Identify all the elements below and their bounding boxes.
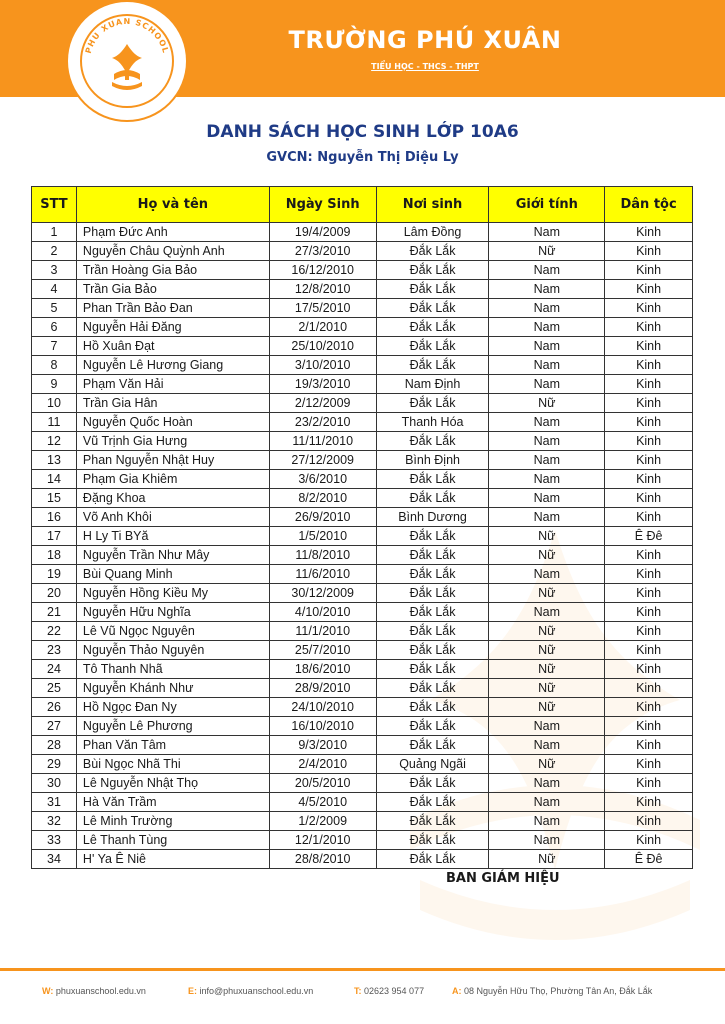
cell-birthplace: Đắk Lắk: [376, 679, 489, 698]
cell-stt: 17: [32, 527, 77, 546]
cell-ethnicity: Kinh: [605, 755, 693, 774]
cell-stt: 28: [32, 736, 77, 755]
table-row: [32, 812, 693, 831]
cell-name: Hồ Xuân Đạt: [76, 337, 269, 356]
cell-name: Phạm Văn Hải: [76, 375, 269, 394]
cell-name: Phạm Đức Anh: [76, 223, 269, 242]
cell-birthplace: Đắk Lắk: [376, 812, 489, 831]
cell-name: Phan Trần Bảo Đan: [76, 299, 269, 318]
cell-gender: Nữ: [489, 660, 605, 679]
table-row: [32, 318, 693, 337]
cell-gender: Nam: [489, 774, 605, 793]
cell-ethnicity: Kinh: [605, 584, 693, 603]
cell-name: Nguyễn Thảo Nguyên: [76, 641, 269, 660]
cell-birthplace: Lâm Đồng: [376, 223, 489, 242]
footer: [0, 986, 725, 1002]
cell-birthdate: 23/2/2010: [269, 413, 376, 432]
cell-gender: Nam: [489, 812, 605, 831]
table-row: [32, 774, 693, 793]
cell-birthdate: 27/12/2009: [269, 451, 376, 470]
cell-stt: 2: [32, 242, 77, 261]
cell-stt: 16: [32, 508, 77, 527]
cell-birthdate: 19/4/2009: [269, 223, 376, 242]
cell-name: Phạm Gia Khiêm: [76, 470, 269, 489]
cell-birthdate: 30/12/2009: [269, 584, 376, 603]
cell-gender: Nữ: [489, 584, 605, 603]
school-logo: [68, 2, 186, 120]
cell-stt: 23: [32, 641, 77, 660]
cell-ethnicity: Kinh: [605, 299, 693, 318]
table-row: [32, 584, 693, 603]
cell-birthplace: Đắk Lắk: [376, 641, 489, 660]
cell-ethnicity: Ê Đê: [605, 527, 693, 546]
cell-gender: Nam: [489, 793, 605, 812]
cell-gender: Nam: [489, 280, 605, 299]
cell-name: Lê Thanh Tùng: [76, 831, 269, 850]
cell-name: H Ly Ti BYă: [76, 527, 269, 546]
cell-birthplace: Đắk Lắk: [376, 280, 489, 299]
cell-birthdate: 16/10/2010: [269, 717, 376, 736]
cell-birthplace: Đắk Lắk: [376, 622, 489, 641]
cell-birthdate: 4/5/2010: [269, 793, 376, 812]
cell-ethnicity: Kinh: [605, 641, 693, 660]
cell-birthplace: Đắk Lắk: [376, 356, 489, 375]
cell-birthdate: 24/10/2010: [269, 698, 376, 717]
cell-name: Tô Thanh Nhã: [76, 660, 269, 679]
table-row: [32, 622, 693, 641]
table-row: [32, 223, 693, 242]
cell-gender: Nam: [489, 261, 605, 280]
cell-name: Bùi Ngọc Nhã Thi: [76, 755, 269, 774]
cell-birthdate: 28/9/2010: [269, 679, 376, 698]
column-header-birthdate: Ngày Sinh: [269, 187, 376, 223]
cell-ethnicity: Kinh: [605, 337, 693, 356]
cell-name: Lê Minh Trường: [76, 812, 269, 831]
cell-birthplace: Đắk Lắk: [376, 470, 489, 489]
footer-divider: [0, 968, 725, 971]
cell-gender: Nữ: [489, 394, 605, 413]
cell-stt: 8: [32, 356, 77, 375]
cell-birthplace: Đắk Lắk: [376, 432, 489, 451]
cell-birthdate: 17/5/2010: [269, 299, 376, 318]
cell-birthdate: 3/6/2010: [269, 470, 376, 489]
cell-birthplace: Đắk Lắk: [376, 337, 489, 356]
cell-name: Trần Gia Bảo: [76, 280, 269, 299]
table-row: [32, 470, 693, 489]
logo-emblem-icon: [68, 2, 186, 120]
footer-phone: T: 02623 954 077: [354, 986, 425, 996]
table-row: [32, 641, 693, 660]
cell-gender: Nữ: [489, 546, 605, 565]
cell-ethnicity: Kinh: [605, 432, 693, 451]
cell-birthdate: 4/10/2010: [269, 603, 376, 622]
cell-birthdate: 20/5/2010: [269, 774, 376, 793]
cell-stt: 5: [32, 299, 77, 318]
cell-stt: 21: [32, 603, 77, 622]
cell-gender: Nữ: [489, 527, 605, 546]
cell-gender: Nữ: [489, 242, 605, 261]
cell-gender: Nữ: [489, 622, 605, 641]
cell-birthdate: 26/9/2010: [269, 508, 376, 527]
cell-birthplace: Đắk Lắk: [376, 299, 489, 318]
cell-ethnicity: Kinh: [605, 356, 693, 375]
cell-stt: 4: [32, 280, 77, 299]
cell-stt: 3: [32, 261, 77, 280]
cell-stt: 29: [32, 755, 77, 774]
cell-gender: Nam: [489, 318, 605, 337]
cell-birthdate: 11/11/2010: [269, 432, 376, 451]
cell-birthplace: Đắk Lắk: [376, 489, 489, 508]
table-row: [32, 565, 693, 584]
cell-stt: 20: [32, 584, 77, 603]
table-body: [32, 223, 693, 869]
table-row: [32, 299, 693, 318]
table-row: [32, 280, 693, 299]
table-row: [32, 850, 693, 869]
cell-gender: Nam: [489, 413, 605, 432]
cell-name: Phan Nguyễn Nhật Huy: [76, 451, 269, 470]
cell-birthdate: 12/8/2010: [269, 280, 376, 299]
cell-birthplace: Quảng Ngãi: [376, 755, 489, 774]
cell-stt: 10: [32, 394, 77, 413]
cell-gender: Nam: [489, 831, 605, 850]
cell-stt: 34: [32, 850, 77, 869]
table-row: [32, 679, 693, 698]
cell-name: Võ Anh Khôi: [76, 508, 269, 527]
cell-ethnicity: Kinh: [605, 261, 693, 280]
cell-birthplace: Nam Định: [376, 375, 489, 394]
cell-birthplace: Đắk Lắk: [376, 660, 489, 679]
cell-birthdate: 3/10/2010: [269, 356, 376, 375]
cell-name: Bùi Quang Minh: [76, 565, 269, 584]
cell-birthdate: 28/8/2010: [269, 850, 376, 869]
cell-stt: 19: [32, 565, 77, 584]
cell-ethnicity: Kinh: [605, 603, 693, 622]
cell-gender: Nam: [489, 603, 605, 622]
table-row: [32, 546, 693, 565]
table-row: [32, 451, 693, 470]
table-row: [32, 261, 693, 280]
cell-name: Nguyễn Quốc Hoàn: [76, 413, 269, 432]
cell-name: Đặng Khoa: [76, 489, 269, 508]
cell-ethnicity: Kinh: [605, 546, 693, 565]
cell-ethnicity: Kinh: [605, 660, 693, 679]
cell-ethnicity: Kinh: [605, 375, 693, 394]
cell-stt: 6: [32, 318, 77, 337]
cell-ethnicity: Kinh: [605, 489, 693, 508]
cell-ethnicity: Kinh: [605, 470, 693, 489]
cell-stt: 12: [32, 432, 77, 451]
table-row: [32, 698, 693, 717]
cell-ethnicity: Kinh: [605, 793, 693, 812]
cell-gender: Nam: [489, 451, 605, 470]
cell-ethnicity: Kinh: [605, 698, 693, 717]
cell-birthdate: 1/2/2009: [269, 812, 376, 831]
cell-birthdate: 25/7/2010: [269, 641, 376, 660]
cell-name: Nguyễn Lê Hương Giang: [76, 356, 269, 375]
cell-name: Hồ Ngọc Đan Ny: [76, 698, 269, 717]
cell-gender: Nữ: [489, 755, 605, 774]
cell-ethnicity: Kinh: [605, 831, 693, 850]
cell-birthplace: Đắk Lắk: [376, 793, 489, 812]
cell-ethnicity: Kinh: [605, 717, 693, 736]
cell-birthdate: 25/10/2010: [269, 337, 376, 356]
cell-name: Nguyễn Lê Phương: [76, 717, 269, 736]
cell-gender: Nam: [489, 432, 605, 451]
cell-ethnicity: Kinh: [605, 774, 693, 793]
student-table: [31, 186, 693, 869]
cell-gender: Nam: [489, 337, 605, 356]
table-row: [32, 660, 693, 679]
school-name: TRƯỜNG PHÚ XUÂN: [288, 26, 562, 54]
table-row: [32, 736, 693, 755]
cell-stt: 31: [32, 793, 77, 812]
column-header-birthplace: Nơi sinh: [376, 187, 489, 223]
cell-birthplace: Đắk Lắk: [376, 603, 489, 622]
cell-birthdate: 19/3/2010: [269, 375, 376, 394]
table-row: [32, 242, 693, 261]
column-header-gender: Giới tính: [489, 187, 605, 223]
cell-birthplace: Đắk Lắk: [376, 584, 489, 603]
table-row: [32, 375, 693, 394]
document-title: DANH SÁCH HỌC SINH LỚP 10A6: [206, 122, 519, 142]
cell-gender: Nữ: [489, 641, 605, 660]
cell-birthdate: 18/6/2010: [269, 660, 376, 679]
cell-birthdate: 2/1/2010: [269, 318, 376, 337]
cell-birthplace: Đắk Lắk: [376, 546, 489, 565]
header-banner: [0, 0, 725, 97]
cell-ethnicity: Kinh: [605, 394, 693, 413]
cell-birthplace: Đắk Lắk: [376, 850, 489, 869]
cell-ethnicity: Kinh: [605, 223, 693, 242]
table-row: [32, 337, 693, 356]
cell-birthplace: Đắk Lắk: [376, 717, 489, 736]
cell-gender: Nữ: [489, 850, 605, 869]
cell-birthdate: 11/1/2010: [269, 622, 376, 641]
cell-gender: Nam: [489, 223, 605, 242]
cell-ethnicity: Kinh: [605, 812, 693, 831]
table-row: [32, 508, 693, 527]
cell-gender: Nữ: [489, 679, 605, 698]
cell-birthdate: 16/12/2010: [269, 261, 376, 280]
cell-stt: 11: [32, 413, 77, 432]
table-row: [32, 831, 693, 850]
cell-name: Nguyễn Châu Quỳnh Anh: [76, 242, 269, 261]
cell-ethnicity: Kinh: [605, 508, 693, 527]
cell-ethnicity: Kinh: [605, 736, 693, 755]
cell-birthdate: 2/4/2010: [269, 755, 376, 774]
cell-birthplace: Đắk Lắk: [376, 318, 489, 337]
cell-birthdate: 11/6/2010: [269, 565, 376, 584]
column-header-name: Họ và tên: [76, 187, 269, 223]
cell-stt: 15: [32, 489, 77, 508]
cell-birthdate: 27/3/2010: [269, 242, 376, 261]
cell-name: Lê Vũ Ngọc Nguyên: [76, 622, 269, 641]
cell-birthplace: Đắk Lắk: [376, 698, 489, 717]
cell-name: Nguyễn Trần Như Mây: [76, 546, 269, 565]
cell-ethnicity: Kinh: [605, 413, 693, 432]
school-levels: TIỂU HỌC - THCS - THPT: [371, 62, 479, 71]
cell-birthplace: Đắk Lắk: [376, 527, 489, 546]
cell-name: Nguyễn Khánh Như: [76, 679, 269, 698]
cell-name: Nguyễn Hồng Kiều My: [76, 584, 269, 603]
footer-website[interactable]: W: phuxuanschool.edu.vn: [42, 986, 146, 996]
cell-gender: Nam: [489, 299, 605, 318]
table-header-row: [32, 187, 693, 223]
cell-ethnicity: Kinh: [605, 242, 693, 261]
cell-stt: 7: [32, 337, 77, 356]
cell-gender: Nam: [489, 508, 605, 527]
table-row: [32, 432, 693, 451]
svg-text:PHU XUAN SCHOOL: PHU XUAN SCHOOL: [83, 16, 171, 55]
cell-ethnicity: Kinh: [605, 318, 693, 337]
cell-name: Hà Văn Trầm: [76, 793, 269, 812]
cell-stt: 22: [32, 622, 77, 641]
cell-stt: 26: [32, 698, 77, 717]
cell-stt: 27: [32, 717, 77, 736]
signoff-label: BAN GIÁM HIỆU: [446, 871, 560, 886]
cell-birthdate: 8/2/2010: [269, 489, 376, 508]
cell-name: Trần Hoàng Gia Bảo: [76, 261, 269, 280]
table-row: [32, 413, 693, 432]
cell-name: Trần Gia Hân: [76, 394, 269, 413]
homeroom-teacher: GVCN: Nguyễn Thị Diệu Ly: [266, 150, 459, 165]
cell-stt: 33: [32, 831, 77, 850]
table-row: [32, 603, 693, 622]
cell-birthplace: Đắk Lắk: [376, 736, 489, 755]
cell-birthplace: Bình Dương: [376, 508, 489, 527]
cell-gender: Nam: [489, 565, 605, 584]
table-row: [32, 793, 693, 812]
cell-gender: Nữ: [489, 698, 605, 717]
cell-birthplace: Thanh Hóa: [376, 413, 489, 432]
cell-stt: 1: [32, 223, 77, 242]
column-header-ethnicity: Dân tộc: [605, 187, 693, 223]
cell-gender: Nam: [489, 489, 605, 508]
cell-gender: Nam: [489, 470, 605, 489]
table-row: [32, 527, 693, 546]
cell-birthplace: Đắk Lắk: [376, 565, 489, 584]
cell-birthdate: 11/8/2010: [269, 546, 376, 565]
cell-gender: Nam: [489, 736, 605, 755]
cell-stt: 9: [32, 375, 77, 394]
table-row: [32, 394, 693, 413]
cell-birthplace: Đắk Lắk: [376, 774, 489, 793]
cell-birthdate: 12/1/2010: [269, 831, 376, 850]
cell-birthplace: Đắk Lắk: [376, 394, 489, 413]
cell-name: Nguyễn Hữu Nghĩa: [76, 603, 269, 622]
cell-gender: Nam: [489, 717, 605, 736]
cell-birthplace: Đắk Lắk: [376, 242, 489, 261]
cell-birthdate: 9/3/2010: [269, 736, 376, 755]
cell-stt: 32: [32, 812, 77, 831]
cell-stt: 14: [32, 470, 77, 489]
cell-birthplace: Bình Định: [376, 451, 489, 470]
cell-birthplace: Đắk Lắk: [376, 261, 489, 280]
cell-gender: Nam: [489, 375, 605, 394]
cell-stt: 13: [32, 451, 77, 470]
cell-ethnicity: Kinh: [605, 280, 693, 299]
cell-stt: 18: [32, 546, 77, 565]
cell-ethnicity: Kinh: [605, 451, 693, 470]
table-row: [32, 755, 693, 774]
footer-email[interactable]: E: info@phuxuanschool.edu.vn: [188, 986, 314, 996]
cell-birthdate: 1/5/2010: [269, 527, 376, 546]
cell-stt: 30: [32, 774, 77, 793]
column-header-stt: STT: [32, 187, 77, 223]
cell-stt: 24: [32, 660, 77, 679]
table-row: [32, 717, 693, 736]
cell-ethnicity: Kinh: [605, 565, 693, 584]
table-row: [32, 356, 693, 375]
cell-birthdate: 2/12/2009: [269, 394, 376, 413]
cell-name: Vũ Trịnh Gia Hưng: [76, 432, 269, 451]
cell-gender: Nam: [489, 356, 605, 375]
cell-stt: 25: [32, 679, 77, 698]
cell-ethnicity: Kinh: [605, 622, 693, 641]
table-row: [32, 489, 693, 508]
footer-address: A: 08 Nguyễn Hữu Thọ, Phường Tân An, Đắk Lắk: [452, 986, 653, 996]
cell-name: Lê Nguyễn Nhật Thọ: [76, 774, 269, 793]
cell-name: Nguyễn Hải Đăng: [76, 318, 269, 337]
cell-name: Phan Văn Tâm: [76, 736, 269, 755]
cell-birthplace: Đắk Lắk: [376, 831, 489, 850]
cell-name: H' Ya Ê Niê: [76, 850, 269, 869]
cell-ethnicity: Ê Đê: [605, 850, 693, 869]
cell-ethnicity: Kinh: [605, 679, 693, 698]
